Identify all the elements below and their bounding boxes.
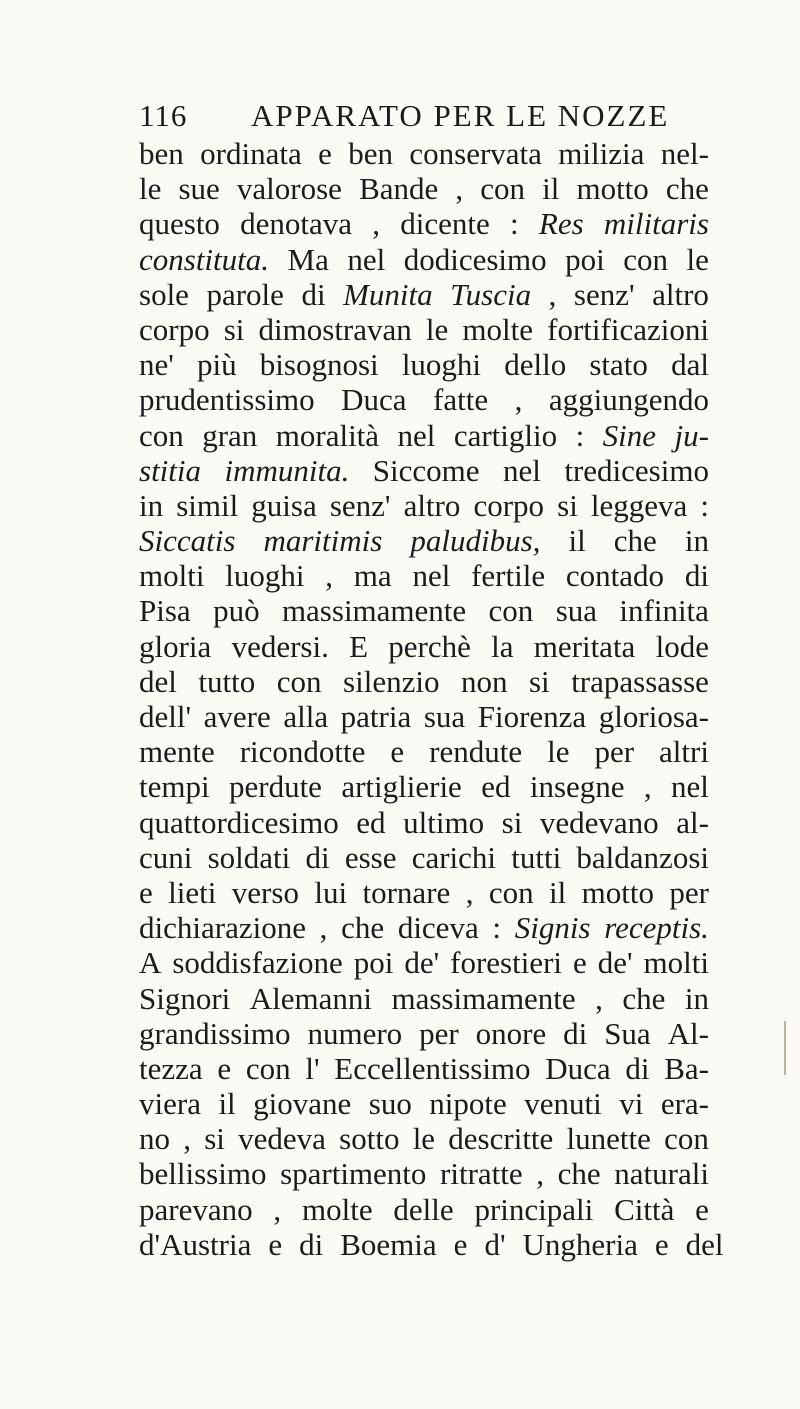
word: Ba- xyxy=(664,1050,709,1086)
text-line xyxy=(139,418,709,453)
word: luoghi xyxy=(225,558,305,594)
word: le xyxy=(139,171,162,207)
word: cartiglio xyxy=(453,417,558,453)
word: insegne xyxy=(529,769,625,805)
word: l' xyxy=(305,1050,320,1086)
word: in xyxy=(139,487,164,523)
text-line xyxy=(139,382,709,417)
word: rendute xyxy=(429,734,523,770)
word: per xyxy=(669,874,709,910)
word: Res xyxy=(538,206,584,242)
word: soldati xyxy=(207,839,291,875)
word: lui xyxy=(314,874,348,910)
word: , xyxy=(514,382,523,418)
word: ed xyxy=(481,769,511,805)
word: che xyxy=(665,171,709,207)
text-line xyxy=(139,558,709,593)
word: ordinata xyxy=(200,136,302,171)
word: motto xyxy=(581,874,654,910)
word: che xyxy=(622,980,666,1016)
word: diceva xyxy=(397,910,479,946)
word: , xyxy=(643,769,652,805)
word: del xyxy=(139,663,177,699)
word: la xyxy=(491,628,514,664)
word: che xyxy=(341,910,385,946)
word: denotava xyxy=(240,206,353,242)
word: esse xyxy=(344,839,397,875)
word: , xyxy=(536,1156,545,1192)
word: sua xyxy=(555,593,598,629)
word: si xyxy=(501,804,523,840)
word: simil xyxy=(176,487,239,523)
text-line xyxy=(139,277,709,312)
word: vedersi. xyxy=(231,628,329,664)
text-line xyxy=(139,206,709,241)
word: con xyxy=(245,1050,291,1086)
text-line xyxy=(139,136,709,171)
word: di xyxy=(299,1226,324,1262)
word: lieti xyxy=(168,874,217,910)
text-line xyxy=(139,171,709,206)
word: , xyxy=(455,171,464,207)
word: meritata xyxy=(533,628,636,664)
word: : xyxy=(700,487,709,523)
word: , xyxy=(548,276,557,312)
word: di xyxy=(301,276,326,312)
word: dichiarazione xyxy=(139,910,306,946)
word: con xyxy=(488,874,534,910)
word: gloria xyxy=(139,628,212,664)
word: Alemanni xyxy=(249,980,372,1016)
word: , xyxy=(595,980,603,1016)
word: Duca xyxy=(341,382,407,418)
word: d' xyxy=(484,1226,506,1262)
text-line xyxy=(139,1016,709,1051)
word: poi xyxy=(353,945,394,981)
word: fertile xyxy=(471,558,546,594)
word: e xyxy=(453,1226,468,1262)
word: con xyxy=(139,417,184,453)
word: paludibus, xyxy=(410,523,541,559)
word: con xyxy=(664,1121,709,1157)
word: e xyxy=(695,1191,709,1227)
text-line xyxy=(139,1192,709,1227)
word: con xyxy=(276,663,322,699)
word: molte xyxy=(462,311,534,347)
word: vi xyxy=(619,1086,644,1122)
word: dicente xyxy=(400,206,490,242)
word: milizia xyxy=(558,136,645,171)
word: Signori xyxy=(139,980,231,1016)
word: altri xyxy=(659,734,709,770)
word: valorose xyxy=(236,171,342,207)
word: massimamente xyxy=(391,980,576,1016)
word: ricondotte xyxy=(239,734,366,770)
word: Siccatis xyxy=(139,523,236,559)
word: verso xyxy=(231,874,299,910)
word: le xyxy=(412,1121,436,1157)
text-line xyxy=(139,769,709,804)
word: , xyxy=(183,1121,191,1157)
word: ultimo xyxy=(403,804,485,840)
text-line xyxy=(139,1226,724,1262)
word: in xyxy=(684,523,709,559)
text-line xyxy=(139,664,709,699)
text-line xyxy=(139,593,709,628)
word: silenzio xyxy=(343,663,440,699)
text-line xyxy=(139,1051,709,1086)
word: nel- xyxy=(660,136,709,171)
word: può xyxy=(213,593,260,629)
word: delle xyxy=(393,1191,454,1227)
word: , xyxy=(372,206,381,242)
word: forestieri xyxy=(450,945,563,981)
word: di xyxy=(625,1050,650,1086)
word: Munita xyxy=(343,276,433,312)
word: tutto xyxy=(198,663,256,699)
word: luoghi xyxy=(401,347,482,383)
word: naturali xyxy=(614,1156,709,1192)
word: Siccome xyxy=(372,452,480,488)
word: altro xyxy=(652,276,709,312)
word: parole xyxy=(206,276,284,312)
word: Al- xyxy=(667,1015,709,1051)
word: il xyxy=(218,1086,236,1122)
word: tezza xyxy=(139,1050,203,1086)
word: con xyxy=(480,171,525,207)
word: stitia xyxy=(139,452,202,488)
word: contado xyxy=(565,558,665,594)
word: che xyxy=(557,1156,601,1192)
word: onore xyxy=(475,1015,547,1051)
word: perchè xyxy=(388,628,471,664)
word: gran xyxy=(202,417,258,453)
word: motto xyxy=(576,171,649,207)
text-line xyxy=(139,699,709,734)
word: era- xyxy=(660,1086,709,1122)
word: , xyxy=(273,1191,282,1227)
text-line xyxy=(139,523,709,558)
text-line xyxy=(139,453,709,488)
word: nel xyxy=(397,417,436,453)
word: gloriosa- xyxy=(598,699,709,734)
word: patria xyxy=(340,699,412,734)
text-line xyxy=(139,347,709,382)
word: ben xyxy=(348,136,393,171)
word: e xyxy=(390,734,405,770)
word: giovane xyxy=(253,1086,352,1122)
text-line xyxy=(139,1121,709,1156)
word: e xyxy=(654,1226,669,1262)
word: ma xyxy=(353,558,392,594)
word: : xyxy=(575,417,585,453)
word: molti xyxy=(643,945,709,981)
word: parevano xyxy=(139,1191,253,1227)
word: d'Austria xyxy=(139,1226,252,1262)
word: Pisa xyxy=(139,593,191,629)
word: bisognosi xyxy=(259,347,379,383)
text-line xyxy=(139,242,709,277)
word: Fiorenza xyxy=(477,699,587,734)
word: tutti xyxy=(511,839,562,875)
word: Ungheria xyxy=(522,1226,638,1262)
word: questo xyxy=(139,206,220,242)
word: alla xyxy=(283,699,329,734)
word: quattordicesimo xyxy=(139,804,339,840)
word: Boemia xyxy=(340,1226,437,1262)
text-line xyxy=(139,981,709,1016)
word: le xyxy=(686,241,709,277)
word: : xyxy=(510,206,519,242)
word: Signis xyxy=(514,910,591,946)
word: ben xyxy=(139,136,184,171)
word: moralità xyxy=(275,417,380,453)
word: nel xyxy=(671,769,709,805)
word: massimamente xyxy=(281,593,467,629)
word: suo xyxy=(368,1086,412,1122)
word: Eccellentissimo xyxy=(334,1050,531,1086)
word: nipote xyxy=(429,1086,507,1122)
text-line xyxy=(139,312,709,347)
running-title: APPARATO PER LE NOZZE xyxy=(251,98,670,133)
word: Tuscia xyxy=(450,276,532,312)
margin-mark xyxy=(784,1021,786,1075)
word: e xyxy=(139,874,153,910)
word: guisa xyxy=(251,487,317,523)
word: molte xyxy=(301,1191,373,1227)
word: sotto xyxy=(339,1121,400,1157)
word: cuni xyxy=(139,839,193,875)
text-line xyxy=(139,734,709,769)
word: per xyxy=(419,1015,459,1051)
word: spartimento xyxy=(280,1156,427,1192)
word: , xyxy=(465,874,474,910)
word: le xyxy=(425,311,449,347)
word: del xyxy=(685,1226,724,1262)
page-number: 116 xyxy=(139,98,188,133)
word: lunette xyxy=(566,1121,651,1157)
word: Ma xyxy=(287,241,329,277)
text-line xyxy=(139,875,709,910)
word: descritte xyxy=(448,1121,554,1157)
word: baldanzosi xyxy=(576,839,709,875)
word: vedevano xyxy=(539,804,659,840)
text-line xyxy=(139,945,709,980)
word: mente xyxy=(139,734,215,770)
word: ju- xyxy=(674,417,709,453)
word: Sua xyxy=(604,1015,651,1051)
word: senz' xyxy=(573,276,635,312)
word: di xyxy=(563,1015,588,1051)
word: dello xyxy=(504,347,567,383)
word: corpo xyxy=(139,311,210,347)
word: che xyxy=(613,523,657,559)
word: al- xyxy=(676,804,709,840)
word: Duca xyxy=(545,1050,611,1086)
word: leggeva xyxy=(590,487,688,523)
word: per xyxy=(594,734,635,770)
word: conservata xyxy=(409,136,542,171)
word: perdute xyxy=(228,769,322,805)
word: e xyxy=(573,945,587,981)
word: sua xyxy=(423,699,466,734)
word: in xyxy=(684,980,709,1016)
word: prudentissimo xyxy=(139,382,315,418)
word: il xyxy=(542,171,560,207)
word: molti xyxy=(139,558,205,594)
word: principali xyxy=(474,1191,594,1227)
word: tempi xyxy=(139,769,210,805)
word: vedeva xyxy=(238,1121,326,1157)
word: il xyxy=(549,874,567,910)
word: venuti xyxy=(524,1086,602,1122)
word: E xyxy=(349,628,369,664)
word: di xyxy=(684,558,709,594)
word: numero xyxy=(307,1015,403,1051)
word: dimostravan xyxy=(258,311,412,347)
word: con xyxy=(488,593,534,629)
word: il xyxy=(568,523,586,559)
text-line xyxy=(139,1156,709,1191)
body-text xyxy=(139,136,724,1262)
word: altro xyxy=(403,487,461,523)
word: tornare xyxy=(362,874,451,910)
word: ritratte xyxy=(440,1156,523,1192)
word: : xyxy=(492,910,502,946)
word: receptis. xyxy=(604,910,709,946)
word: e xyxy=(318,136,332,171)
word: si xyxy=(204,1121,225,1157)
word: soddisfazione xyxy=(172,945,343,981)
word: fatte xyxy=(433,382,489,418)
word: avere xyxy=(203,699,271,734)
word: grandissimo xyxy=(139,1015,291,1051)
word: maritimis xyxy=(263,523,383,559)
word: Sine xyxy=(602,417,657,453)
word: ed xyxy=(356,804,386,840)
word: tredicesimo xyxy=(564,452,709,488)
word: ne' xyxy=(139,347,174,383)
word: de' xyxy=(404,945,440,981)
word: trapassasse xyxy=(571,663,709,699)
word: , xyxy=(319,910,328,946)
word: nel xyxy=(503,452,541,488)
word: , xyxy=(325,558,333,594)
word: aggiungendo xyxy=(548,382,709,418)
word: con xyxy=(623,241,669,277)
text-line xyxy=(139,488,709,523)
text-line xyxy=(139,629,709,664)
word: artiglierie xyxy=(341,769,462,805)
word: militaris xyxy=(603,206,709,242)
word: nel xyxy=(347,241,386,277)
word: Bande xyxy=(359,171,439,207)
word: sole xyxy=(139,276,189,312)
word: le xyxy=(547,734,570,770)
word: poi xyxy=(565,241,605,277)
word: dal xyxy=(671,347,709,383)
word: e xyxy=(217,1050,232,1086)
word: sue xyxy=(178,171,220,207)
word: si xyxy=(528,663,550,699)
word: lode xyxy=(655,628,709,664)
word: Città xyxy=(614,1191,675,1227)
text-line xyxy=(139,910,709,945)
word: infinita xyxy=(619,593,709,629)
word: si xyxy=(557,487,578,523)
word: A xyxy=(139,945,162,981)
text-line xyxy=(139,840,709,875)
word: e xyxy=(268,1226,283,1262)
word: senz' xyxy=(329,487,391,523)
word: si xyxy=(223,311,245,347)
word: constituta. xyxy=(139,241,270,277)
word: no xyxy=(139,1121,170,1157)
page-header xyxy=(139,98,699,138)
word: viera xyxy=(139,1086,201,1122)
word: dodicesimo xyxy=(403,241,547,277)
word: bellissimo xyxy=(139,1156,267,1192)
word: corpo xyxy=(473,487,545,523)
text-line xyxy=(139,1086,709,1121)
word: più xyxy=(197,347,237,383)
word: di xyxy=(305,839,330,875)
text-line xyxy=(139,805,709,840)
word: fortificazioni xyxy=(547,311,709,347)
word: de' xyxy=(597,945,633,981)
word: stato xyxy=(589,347,648,383)
word: immunita. xyxy=(224,452,350,488)
word: nel xyxy=(412,558,451,594)
word: carichi xyxy=(411,839,497,875)
word: dell' xyxy=(139,699,192,734)
word: non xyxy=(460,663,508,699)
